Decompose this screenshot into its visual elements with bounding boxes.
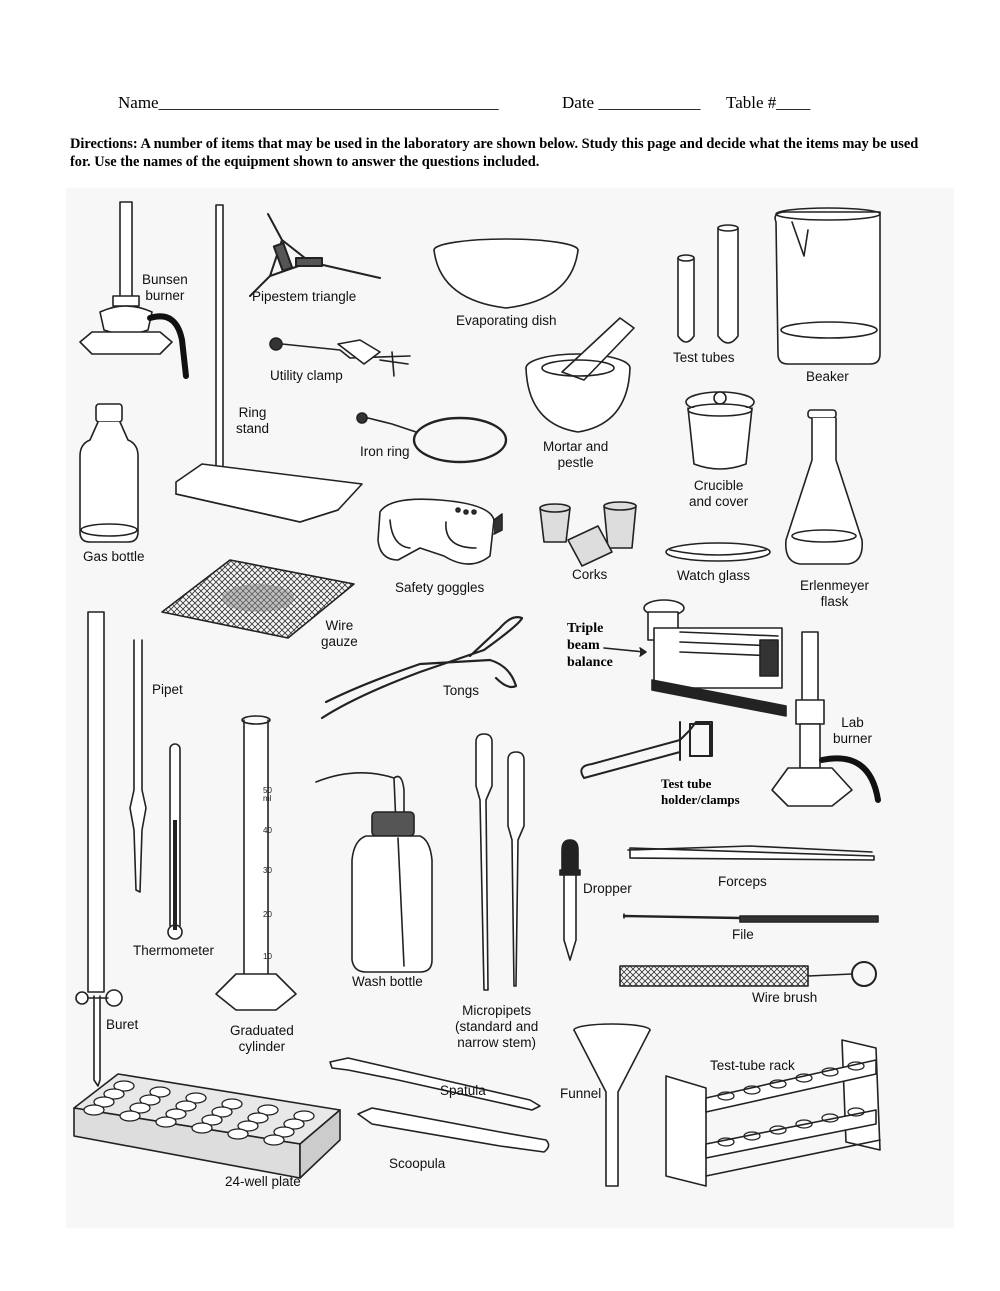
label-wire-gauze: Wire gauze [321, 618, 358, 649]
label-wire-brush: Wire brush [752, 990, 818, 1005]
directions-text: Directions: A number of items that may be used in the laboratory are shown below. Study this page and decide what the items may be used for. Use the names of the equipment shown to answer the questions included. [70, 136, 919, 170]
date-label: Date [562, 93, 595, 112]
label-mortar-and-pestle: Mortar and pestle [543, 439, 609, 470]
label-micropipets: Micropipets (standard and narrow stem) [455, 1003, 539, 1050]
label-ring-stand: Ring stand [236, 405, 270, 436]
label-iron-ring: Iron ring [360, 444, 410, 459]
label-corks: Corks [572, 567, 608, 582]
name-blank[interactable]: ________________________________________ [158, 93, 499, 112]
scale-ml: ml [263, 794, 272, 803]
table-label: Table # [726, 93, 777, 112]
label-file: File [732, 927, 754, 942]
thermometer-drawing [168, 744, 182, 939]
crucible-drawing [686, 392, 754, 469]
label-24-well-plate: 24-well plate [225, 1174, 301, 1189]
label-spatula: Spatula [440, 1083, 486, 1098]
label-test-tube-rack: Test-tube rack [710, 1058, 795, 1073]
label-pipet: Pipet [152, 682, 183, 697]
label-utility-clamp: Utility clamp [270, 368, 343, 383]
label-funnel: Funnel [560, 1086, 602, 1101]
name-label: Name [118, 93, 159, 112]
label-evaporating-dish: Evaporating dish [456, 313, 557, 328]
label-test-tube-holder: Test tube holder/clamps [661, 776, 740, 807]
scale-20: 20 [263, 910, 272, 919]
label-lab-burner: Lab burner [833, 715, 873, 746]
label-thermometer: Thermometer [133, 943, 215, 958]
beaker-drawing [775, 208, 880, 364]
safety-goggles-drawing [378, 499, 502, 564]
label-buret: Buret [106, 1017, 139, 1032]
scale-30: 30 [263, 866, 272, 875]
label-pipestem-triangle: Pipestem triangle [252, 289, 357, 304]
label-watch-glass: Watch glass [677, 568, 751, 583]
label-dropper: Dropper [583, 881, 632, 896]
label-forceps: Forceps [718, 874, 767, 889]
label-triple-beam-balance: Triple beam balance [567, 621, 613, 670]
label-safety-goggles: Safety goggles [395, 580, 485, 595]
label-beaker: Beaker [806, 369, 849, 384]
label-crucible-and-cover: Crucible and cover [689, 478, 749, 509]
label-bunsen-burner: Bunsen burner [142, 272, 188, 303]
label-gas-bottle: Gas bottle [83, 549, 145, 564]
scale-10: 10 [263, 952, 272, 961]
scale-50: 50 [263, 786, 272, 795]
label-test-tubes: Test tubes [673, 350, 735, 365]
table-blank[interactable]: ____ [776, 93, 811, 112]
label-scoopula: Scoopula [389, 1156, 446, 1171]
label-erlenmeyer-flask: Erlenmeyer flask [800, 578, 870, 609]
date-blank[interactable]: ____________ [598, 93, 701, 112]
scale-40: 40 [263, 826, 272, 835]
label-wash-bottle: Wash bottle [352, 974, 423, 989]
watch-glass-drawing [666, 543, 770, 561]
label-tongs: Tongs [443, 683, 480, 698]
label-graduated-cylinder: Graduated cylinder [230, 1023, 294, 1054]
